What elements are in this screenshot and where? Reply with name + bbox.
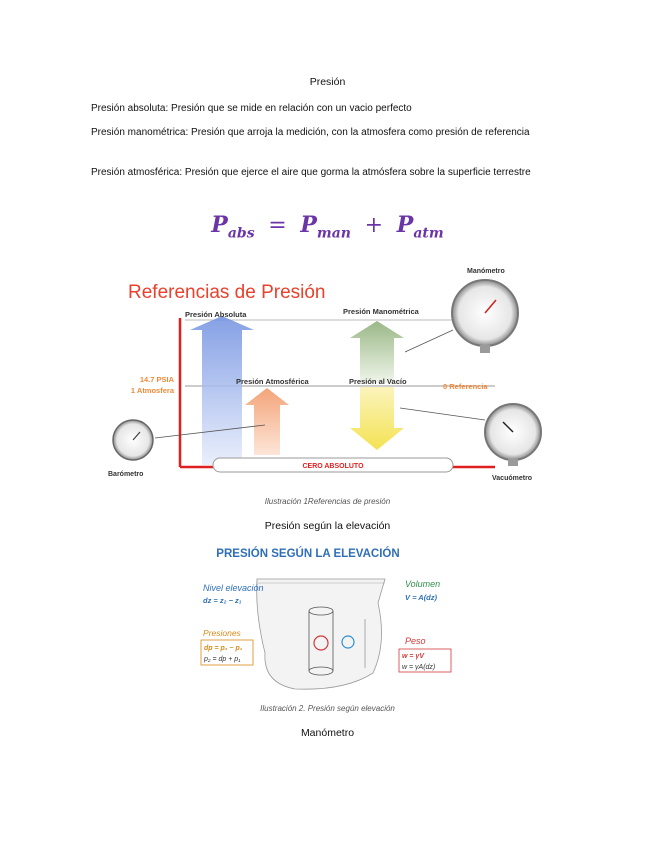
fig2-nivel-eq: dz = z₂ − z₁ — [203, 596, 242, 605]
pressure-elevation-figure — [195, 543, 465, 693]
formula-p-abs: P — [211, 212, 228, 238]
definition-atmosferica: Presión atmosférica: Presión que ejerce el aire que gorma la atmósfera sobre la superficie terrestre — [91, 167, 531, 178]
fig1-arrow-absoluta — [190, 316, 254, 465]
page-title: Presión — [309, 76, 346, 88]
fig1-arrow-manometrica — [350, 321, 404, 383]
fig1-manometro-label: Manómetro — [467, 268, 505, 275]
fig1-arrow-vacio — [350, 387, 404, 450]
fig2-peso-label: Peso — [405, 636, 426, 646]
fig2-pres-eq1: dp = p₂ − p₁ — [204, 645, 243, 652]
definition-absoluta: Presión absoluta: Presión que se mide en relación con un vacio perfecto — [91, 103, 412, 114]
fig1-barometro-label: Barómetro — [108, 471, 144, 478]
fig2-volumen-label: Volumen — [405, 579, 441, 589]
fig2-presiones-label: Presiones — [203, 628, 241, 638]
formula-abs-sub: abs — [227, 225, 255, 242]
figure1-caption: Ilustración 1Referencias de presión — [264, 497, 391, 506]
fig1-label-manometrica: Presión Manométrica — [343, 307, 419, 316]
pressure-formula — [0, 212, 655, 241]
formula-p-atm: P — [396, 212, 414, 238]
fig2-heading: PRESIÓN SEGÚN LA ELEVACIÓN — [216, 548, 400, 560]
fig2-pres-eq2: p₂ = dp + p₁ — [204, 656, 241, 663]
vacuum-stem — [508, 459, 518, 466]
figure2-caption: Ilustración 2. Presión según elevación — [260, 704, 395, 713]
fig1-label-vacio: Presión al Vacío — [349, 377, 407, 386]
formula-man-sub: man — [316, 225, 351, 242]
section-heading-elevacion: Presión según la elevación — [264, 520, 391, 532]
formula-plus: + — [364, 213, 384, 238]
fig1-manometro-pointer — [405, 330, 453, 352]
fig2-nivel-label: Nivel elevación — [203, 583, 264, 593]
formula-equals: = — [268, 213, 287, 238]
fig1-arrow-atmosferica — [245, 388, 289, 455]
fig1-heading: Referencias de Presión — [128, 282, 326, 303]
fig1-atmosfera: 1 Atmosfera — [130, 386, 174, 395]
fig1-psia: 14.7 PSIA — [139, 375, 174, 384]
fig2-peso-eq2: w = γA(dz) — [402, 664, 436, 671]
formula-p-man: P — [300, 212, 317, 238]
fig1-label-atmosferica: Presión Atmosférica — [236, 377, 309, 386]
fig1-cero-absoluto-label: CERO ABSOLUTO — [302, 463, 364, 470]
definition-manometrica: Presión manométrica: Presión que arroja la medición, con la atmosfera como presión de referencia — [91, 127, 530, 138]
fig2-peso-eq1: w = γV — [402, 653, 424, 660]
section-heading-manometro: Manómetro — [300, 727, 355, 739]
formula-atm-sub: atm — [413, 225, 444, 242]
fig1-cero-referencia: 0 Referencia — [443, 382, 488, 391]
fig1-vacuometro-pointer — [400, 408, 485, 420]
fig1-vacuometro-label: Vacuómetro — [492, 475, 533, 482]
manometer-stem — [480, 345, 490, 353]
fluid-container — [257, 579, 385, 689]
pressure-references-figure — [100, 260, 555, 490]
fig1-label-absoluta: Presión Absoluta — [185, 310, 247, 319]
fig2-volumen-eq: V = A(dz) — [405, 593, 438, 602]
